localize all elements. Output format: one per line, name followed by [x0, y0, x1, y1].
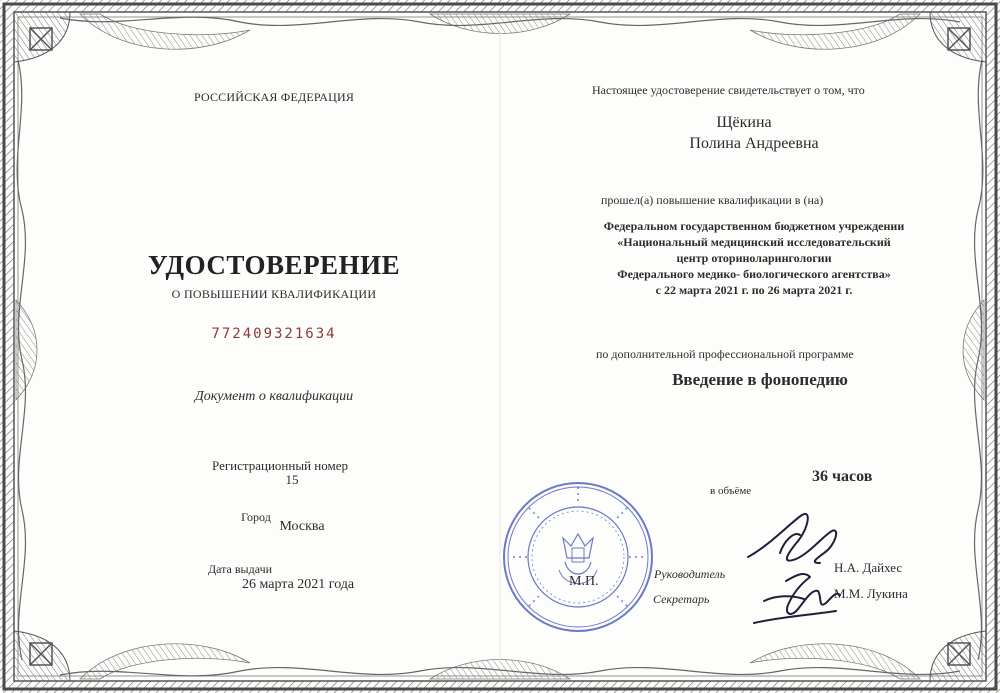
holder-given-names: Полина Андреевна — [689, 135, 819, 152]
document-type: Документ о квалификации — [194, 389, 354, 404]
registration-label: Регистрационный номер — [212, 458, 348, 473]
organization-line: центр оториноларингологии — [676, 251, 832, 265]
country-name: РОССИЙСКАЯ ФЕДЕРАЦИЯ — [193, 90, 355, 104]
program-name: Введение в фонопедию — [672, 370, 848, 389]
holder-surname: Щёкина — [716, 114, 772, 131]
organization-line: «Национальный медицинский исследовательский — [617, 235, 891, 249]
secretary-label: Секретарь — [653, 592, 710, 606]
document-number: 772409321634 — [211, 326, 337, 342]
training-dates: с 22 марта 2021 г. по 26 марта 2021 г. — [655, 283, 853, 297]
official-stamp-icon — [499, 478, 657, 636]
secretary-name: М.М. Лукина — [834, 586, 908, 601]
organization-line: Федеральном государственном бюджетном учреждении — [603, 219, 905, 233]
city-value: Москва — [279, 519, 325, 534]
organization-block — [604, 218, 904, 298]
issue-date-label: Дата выдачи — [207, 562, 273, 576]
document-subtitle: О ПОВЫШЕНИИ КВАЛИФИКАЦИИ — [171, 287, 377, 301]
head-label: Руководитель — [654, 567, 726, 581]
program-label: по дополнительной профессиональной программе — [596, 347, 854, 361]
head-name: Н.А. Дайхес — [834, 560, 903, 575]
passed-text: прошел(а) повышение квалификации в (на) — [601, 193, 824, 207]
hours-value: 36 часов — [812, 468, 873, 485]
issue-date-value: 26 марта 2021 года — [242, 577, 355, 592]
document-title: УДОСТОВЕРЕНИЕ — [147, 250, 401, 280]
city-label: Город — [241, 510, 271, 524]
organization-line: Федерального медико- биологического агентства» — [617, 267, 891, 281]
intro-text: Настоящее удостоверение свидетельствует о том, что — [592, 83, 865, 97]
seal-label: М.П. — [569, 574, 599, 589]
registration-value: 15 — [285, 472, 299, 487]
volume-label: в объёме — [710, 485, 752, 497]
